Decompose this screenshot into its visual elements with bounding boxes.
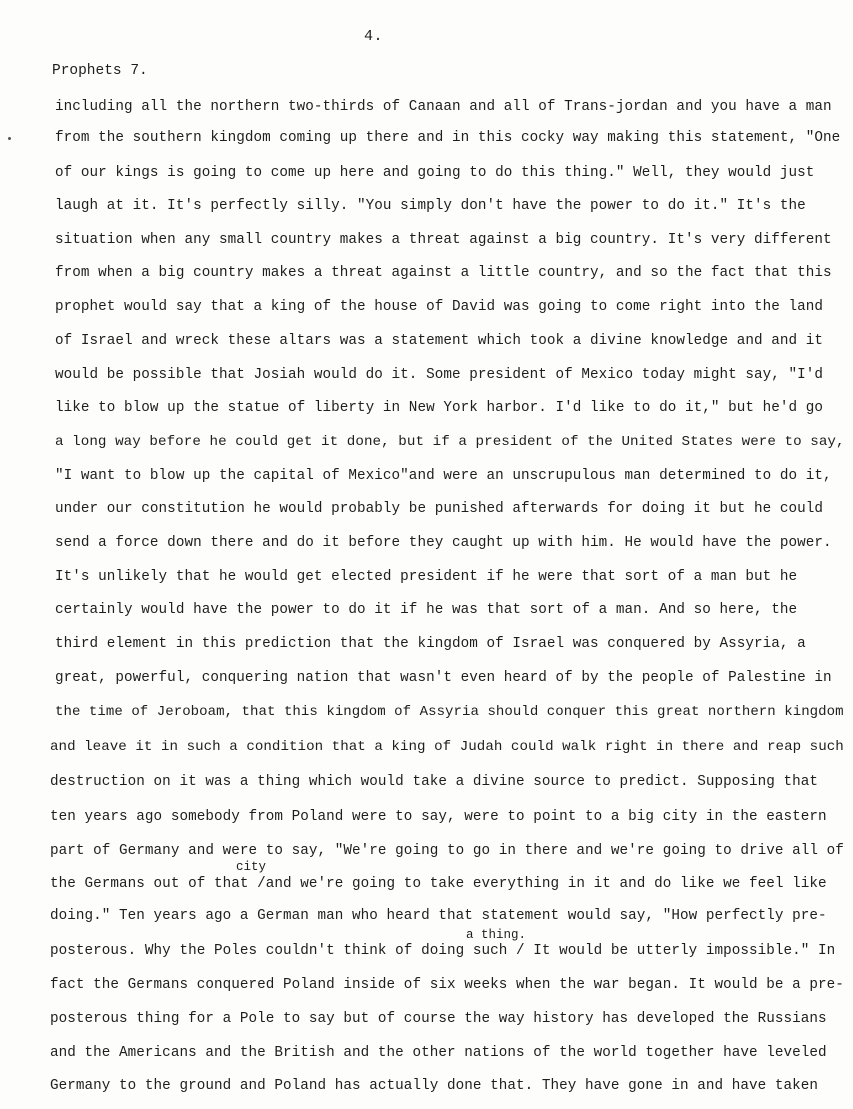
text-line: the time of Jeroboam, that this kingdom of Assyria should conquer this great northern kingdom: [55, 704, 844, 720]
page-heading: Prophets 7.: [52, 63, 148, 79]
text-line: Germany to the ground and Poland has actually done that. They have gone in and have taken: [50, 1078, 819, 1094]
text-line: from when a big country makes a threat against a little country, and so the fact that this: [55, 265, 832, 281]
text-line: doing." Ten years ago a German man who heard that statement would say, "How perfectly pre-: [50, 908, 827, 924]
interlinear-insert-a-thing: a thing.: [466, 928, 527, 942]
text-line: including all the northern two-thirds of Canaan and all of Trans-jordan and you have a man: [55, 99, 832, 115]
page-number: 4.: [364, 28, 384, 45]
text-line: fact the Germans conquered Poland inside of six weeks when the war began. It would be a pre-: [50, 977, 844, 993]
text-line: of our kings is going to come up here and going to do this thing." Well, they would just: [55, 165, 815, 181]
text-line: It's unlikely that he would get elected president if he were that sort of a man but he: [55, 569, 798, 585]
text-line: the Germans out of that /and we're going to take everything in it and do like we feel like: [50, 876, 827, 892]
text-line: "I want to blow up the capital of Mexico"and were an unscrupulous man determined to do it,: [55, 468, 832, 484]
text-line: send a force down there and do it before they caught up with him. He would have the power.: [55, 535, 832, 551]
interlinear-insert-city: city: [236, 860, 267, 874]
text-line: like to blow up the statue of liberty in New York harbor. I'd like to do it," but he'd go: [55, 400, 824, 416]
text-line: certainly would have the power to do it if he was that sort of a man. And so here, the: [55, 602, 798, 618]
text-line: part of Germany and were to say, "We're going to go in there and we're going to drive all of: [50, 843, 844, 859]
text-line: of Israel and wreck these altars was a statement which took a divine knowledge and and it: [55, 333, 824, 349]
text-line: great, powerful, conquering nation that wasn't even heard of by the people of Palestine in: [55, 670, 832, 686]
text-line: under our constitution he would probably be punished afterwards for doing it but he could: [55, 501, 824, 517]
text-line: and leave it in such a condition that a king of Judah could walk right in there and reap such: [50, 739, 844, 755]
text-line: from the southern kingdom coming up there and in this cocky way making this statement, "One: [55, 130, 841, 146]
text-line: ten years ago somebody from Poland were to say, were to point to a big city in the eastern: [50, 809, 827, 825]
text-line: a long way before he could get it done, but if a president of the United States were to say,: [55, 434, 845, 450]
text-line: third element in this prediction that the kingdom of Israel was conquered by Assyria, a: [55, 636, 806, 652]
text-line: destruction on it was a thing which would take a divine source to predict. Supposing that: [50, 774, 819, 790]
text-line: would be possible that Josiah would do it. Some president of Mexico today might say, "I'd: [55, 367, 824, 383]
text-line: laugh at it. It's perfectly silly. "You simply don't have the power to do it." It's the: [55, 198, 806, 214]
text-line: and the Americans and the British and the other nations of the world together have leveled: [50, 1045, 827, 1061]
margin-mark: [8, 137, 11, 140]
text-line: posterous. Why the Poles couldn't think of doing such / It would be utterly impossible." In: [50, 943, 836, 959]
text-line: posterous thing for a Pole to say but of course the way history has developed the Russians: [50, 1011, 827, 1027]
text-line: situation when any small country makes a threat against a big country. It's very different: [55, 232, 832, 248]
text-line: prophet would say that a king of the house of David was going to come right into the land: [55, 299, 824, 315]
